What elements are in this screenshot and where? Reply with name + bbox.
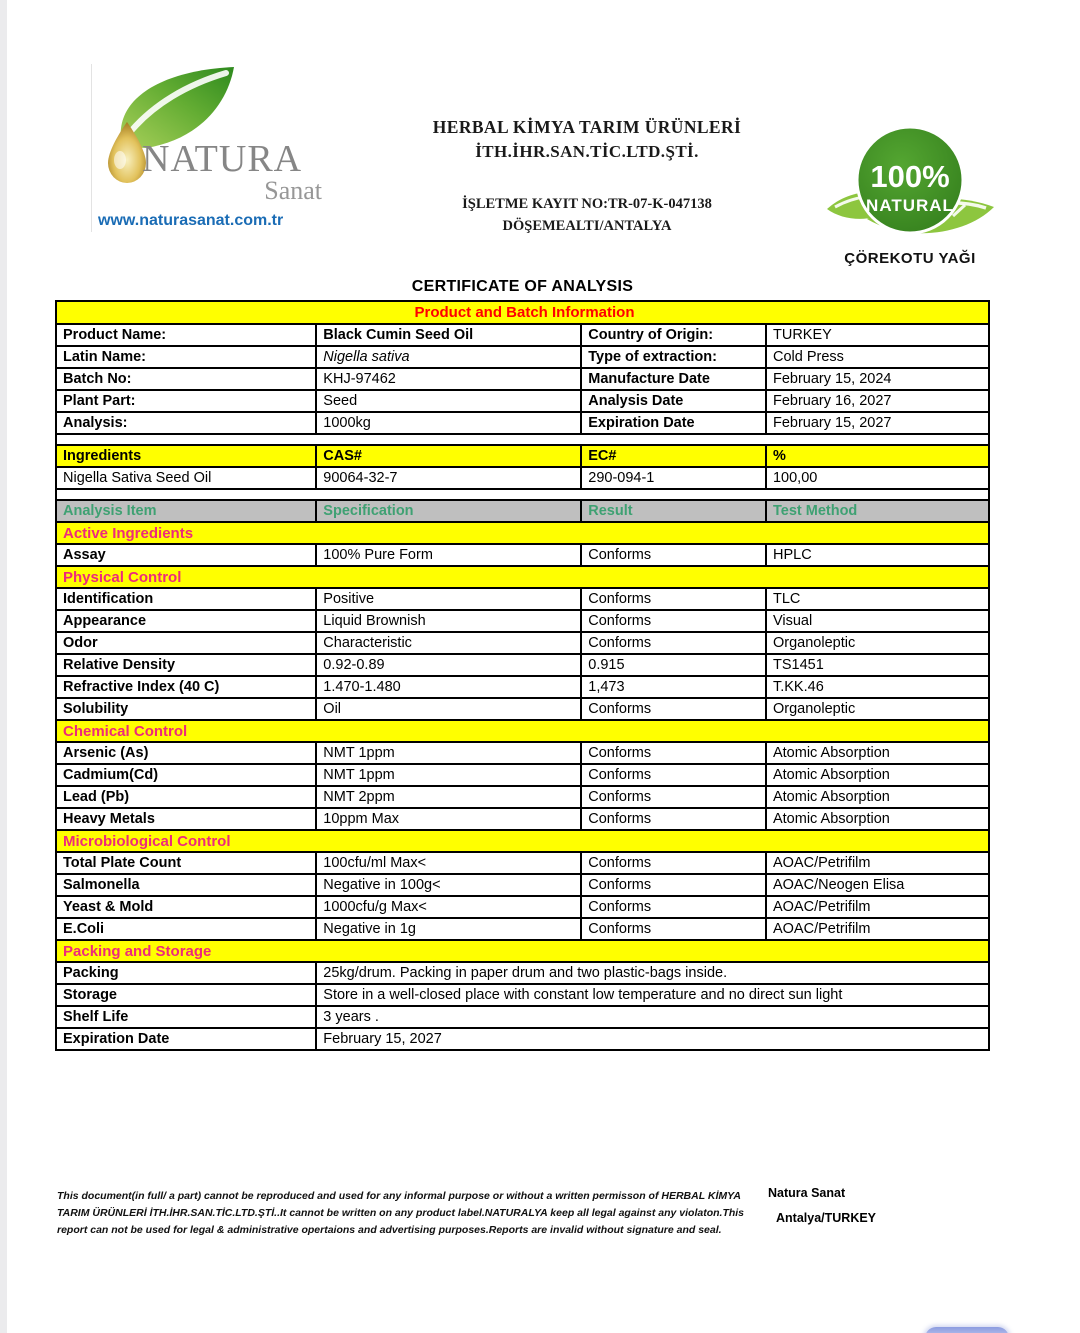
- spec-cell: Liquid Brownish: [316, 610, 581, 632]
- spec-cell: NMT 2ppm: [316, 786, 581, 808]
- brand-subname: Sanat: [264, 176, 322, 205]
- value-cell: 25kg/drum. Packing in paper drum and two plastic-bags inside.: [316, 962, 989, 984]
- item-cell: Appearance: [56, 610, 316, 632]
- label-cell: Shelf Life: [56, 1006, 316, 1028]
- banner-cell: Product and Batch Information: [56, 301, 989, 324]
- spec-cell: Negative in 1g: [316, 918, 581, 940]
- result-cell: Conforms: [581, 808, 766, 830]
- section-header-cell: Active Ingredients: [56, 522, 989, 544]
- spec-cell: Characteristic: [316, 632, 581, 654]
- row-identification: [56, 588, 989, 610]
- item-cell: Assay: [56, 544, 316, 566]
- svg-text:100%: 100%: [870, 159, 950, 194]
- item-cell: Arsenic (As): [56, 742, 316, 764]
- result-cell: Conforms: [581, 698, 766, 720]
- method-cell: Atomic Absorption: [766, 786, 989, 808]
- label-cell: Storage: [56, 984, 316, 1006]
- row-storage: [56, 984, 989, 1006]
- gap-cell: [56, 434, 989, 445]
- label-cell: Expiration Date: [56, 1028, 316, 1050]
- coa-table: [55, 300, 990, 1051]
- result-cell: Conforms: [581, 786, 766, 808]
- row-arsenic-as: [56, 742, 989, 764]
- row-packing-and-storage: [56, 940, 989, 962]
- method-cell: February 15, 2027: [766, 412, 989, 434]
- row-physical-control: [56, 566, 989, 588]
- method-cell: February 15, 2024: [766, 368, 989, 390]
- result-cell: Conforms: [581, 742, 766, 764]
- spec-cell: Nigella sativa: [316, 346, 581, 368]
- result-cell: Conforms: [581, 874, 766, 896]
- result-cell: 0.915: [581, 654, 766, 676]
- item-cell: E.Coli: [56, 918, 316, 940]
- method-cell: Atomic Absorption: [766, 764, 989, 786]
- result-cell: 290-094-1: [581, 467, 766, 489]
- method-cell: Cold Press: [766, 346, 989, 368]
- method-cell: TURKEY: [766, 324, 989, 346]
- row-microbiological-control: [56, 830, 989, 852]
- bottom-edge-artifact: [925, 1327, 1009, 1333]
- row-analysis-item: [56, 500, 989, 522]
- row-analysis: [56, 412, 989, 434]
- registry-block: [383, 193, 791, 237]
- method-cell: Test Method: [766, 500, 989, 522]
- svg-text:NATURAL: NATURAL: [866, 196, 954, 215]
- spec-cell: 1.470-1.480: [316, 676, 581, 698]
- item-cell: Plant Part:: [56, 390, 316, 412]
- row-odor: [56, 632, 989, 654]
- item-cell: Heavy Metals: [56, 808, 316, 830]
- item-cell: Product Name:: [56, 324, 316, 346]
- method-cell: AOAC/Petrifilm: [766, 918, 989, 940]
- document-title: CERTIFICATE OF ANALYSIS: [411, 278, 634, 295]
- method-cell: February 16, 2027: [766, 390, 989, 412]
- coa-tbody: [56, 301, 989, 1050]
- result-cell: Conforms: [581, 764, 766, 786]
- row-chemical-control: [56, 720, 989, 742]
- item-cell: Cadmium(Cd): [56, 764, 316, 786]
- result-cell: Conforms: [581, 918, 766, 940]
- item-cell: Latin Name:: [56, 346, 316, 368]
- row-nigella-sativa-seed-oil: [56, 467, 989, 489]
- result-cell: Conforms: [581, 588, 766, 610]
- result-cell: Type of extraction:: [581, 346, 766, 368]
- section-header-cell: Microbiological Control: [56, 830, 989, 852]
- company-header: [383, 115, 791, 237]
- spec-cell: 100cfu/ml Max<: [316, 852, 581, 874]
- row-product-and-batch-information: [56, 301, 989, 324]
- result-cell: Analysis Date: [581, 390, 766, 412]
- row-plant-part: [56, 390, 989, 412]
- row-gap: [56, 489, 989, 500]
- row-e-coli: [56, 918, 989, 940]
- method-cell: T.KK.46: [766, 676, 989, 698]
- row-cadmium-cd: [56, 764, 989, 786]
- result-cell: EC#: [581, 445, 766, 467]
- company-name-line2: İTH.İHR.SAN.TİC.LTD.ŞTİ.: [475, 142, 699, 161]
- method-cell: AOAC/Neogen Elisa: [766, 874, 989, 896]
- spec-cell: KHJ-97462: [316, 368, 581, 390]
- section-header-cell: Physical Control: [56, 566, 989, 588]
- spec-cell: 90064-32-7: [316, 467, 581, 489]
- item-cell: Yeast & Mold: [56, 896, 316, 918]
- spec-cell: 1000kg: [316, 412, 581, 434]
- row-active-ingredients: [56, 522, 989, 544]
- product-turkish-name: ÇÖREKOTU YAĞI: [844, 250, 976, 267]
- row-refractive-index-40-c: [56, 676, 989, 698]
- method-cell: Atomic Absorption: [766, 808, 989, 830]
- item-cell: Total Plate Count: [56, 852, 316, 874]
- method-cell: HPLC: [766, 544, 989, 566]
- row-batch-no: [56, 368, 989, 390]
- row-lead-pb: [56, 786, 989, 808]
- logo-image-edge: [91, 64, 92, 232]
- row-expiration-date: [56, 1028, 989, 1050]
- brand-website-link[interactable]: www.naturasanat.com.tr: [98, 212, 284, 229]
- item-cell: Salmonella: [56, 874, 316, 896]
- section-header-cell: Chemical Control: [56, 720, 989, 742]
- spec-cell: Oil: [316, 698, 581, 720]
- spec-cell: 1000cfu/g Max<: [316, 896, 581, 918]
- result-cell: Conforms: [581, 632, 766, 654]
- spec-cell: 0.92-0.89: [316, 654, 581, 676]
- value-cell: Store in a well-closed place with constant low temperature and no direct sun light: [316, 984, 989, 1006]
- value-cell: February 15, 2027: [316, 1028, 989, 1050]
- signature-company: Natura Sanat: [768, 1186, 846, 1200]
- row-total-plate-count: [56, 852, 989, 874]
- brand-name: NATURA: [142, 138, 303, 180]
- value-cell: 3 years .: [316, 1006, 989, 1028]
- company-name-line1: HERBAL KİMYA TARIM ÜRÜNLERİ: [432, 117, 742, 137]
- item-cell: Analysis Item: [56, 500, 316, 522]
- method-cell: %: [766, 445, 989, 467]
- item-cell: Identification: [56, 588, 316, 610]
- row-heavy-metals: [56, 808, 989, 830]
- item-cell: Refractive Index (40 C): [56, 676, 316, 698]
- row-latin-name: [56, 346, 989, 368]
- row-relative-density: [56, 654, 989, 676]
- method-cell: AOAC/Petrifilm: [766, 896, 989, 918]
- result-cell: Conforms: [581, 896, 766, 918]
- spec-cell: Black Cumin Seed Oil: [316, 324, 581, 346]
- spec-cell: Negative in 100g<: [316, 874, 581, 896]
- spec-cell: CAS#: [316, 445, 581, 467]
- legal-disclaimer: This document(in full/ a part) cannot be reproduced and used for any informal purpose or without a written permisson of HERBAL KİMYA TARIM ÜRÜNLERİ İTH.İHR.SAN.TİC.LTD.ŞTİ..It cannot be written on any product label.NATURALYA keep all legal against any violaton.This report can not be used for legal & administrative opertaions and advertising purposes.Reports are invalid without signature and seal.: [57, 1190, 745, 1236]
- result-cell: Country of Origin:: [581, 324, 766, 346]
- section-header-cell: Packing and Storage: [56, 940, 989, 962]
- signature-location: Antalya/TURKEY: [776, 1211, 877, 1225]
- page-left-edge: [0, 0, 7, 1333]
- natural-badge-icon: [823, 123, 998, 248]
- row-gap: [56, 434, 989, 445]
- method-cell: Visual: [766, 610, 989, 632]
- result-cell: Result: [581, 500, 766, 522]
- item-cell: Solubility: [56, 698, 316, 720]
- spec-cell: Positive: [316, 588, 581, 610]
- row-appearance: [56, 610, 989, 632]
- item-cell: Nigella Sativa Seed Oil: [56, 467, 316, 489]
- method-cell: AOAC/Petrifilm: [766, 852, 989, 874]
- item-cell: Relative Density: [56, 654, 316, 676]
- item-cell: Ingredients: [56, 445, 316, 467]
- row-product-name: [56, 324, 989, 346]
- result-cell: Expiration Date: [581, 412, 766, 434]
- item-cell: Batch No:: [56, 368, 316, 390]
- spec-cell: NMT 1ppm: [316, 742, 581, 764]
- registry-number: İŞLETME KAYIT NO:TR-07-K-047138: [462, 196, 712, 212]
- item-cell: Analysis:: [56, 412, 316, 434]
- coa-table-wrap: [55, 300, 990, 1051]
- method-cell: Organoleptic: [766, 698, 989, 720]
- spec-cell: Specification: [316, 500, 581, 522]
- result-cell: Conforms: [581, 852, 766, 874]
- spec-cell: NMT 1ppm: [316, 764, 581, 786]
- row-shelf-life: [56, 1006, 989, 1028]
- result-cell: 1,473: [581, 676, 766, 698]
- method-cell: TS1451: [766, 654, 989, 676]
- result-cell: Conforms: [581, 610, 766, 632]
- row-salmonella: [56, 874, 989, 896]
- result-cell: Conforms: [581, 544, 766, 566]
- row-yeast-mold: [56, 896, 989, 918]
- spec-cell: 10ppm Max: [316, 808, 581, 830]
- spec-cell: Seed: [316, 390, 581, 412]
- result-cell: Manufacture Date: [581, 368, 766, 390]
- method-cell: TLC: [766, 588, 989, 610]
- method-cell: 100,00: [766, 467, 989, 489]
- row-ingredients: [56, 445, 989, 467]
- item-cell: Lead (Pb): [56, 786, 316, 808]
- item-cell: Odor: [56, 632, 316, 654]
- label-cell: Packing: [56, 962, 316, 984]
- row-packing: [56, 962, 989, 984]
- gap-cell: [56, 489, 989, 500]
- row-solubility: [56, 698, 989, 720]
- row-assay: [56, 544, 989, 566]
- spec-cell: 100% Pure Form: [316, 544, 581, 566]
- method-cell: Organoleptic: [766, 632, 989, 654]
- method-cell: Atomic Absorption: [766, 742, 989, 764]
- registry-location: DÖŞEMEALTI/ANTALYA: [502, 218, 672, 234]
